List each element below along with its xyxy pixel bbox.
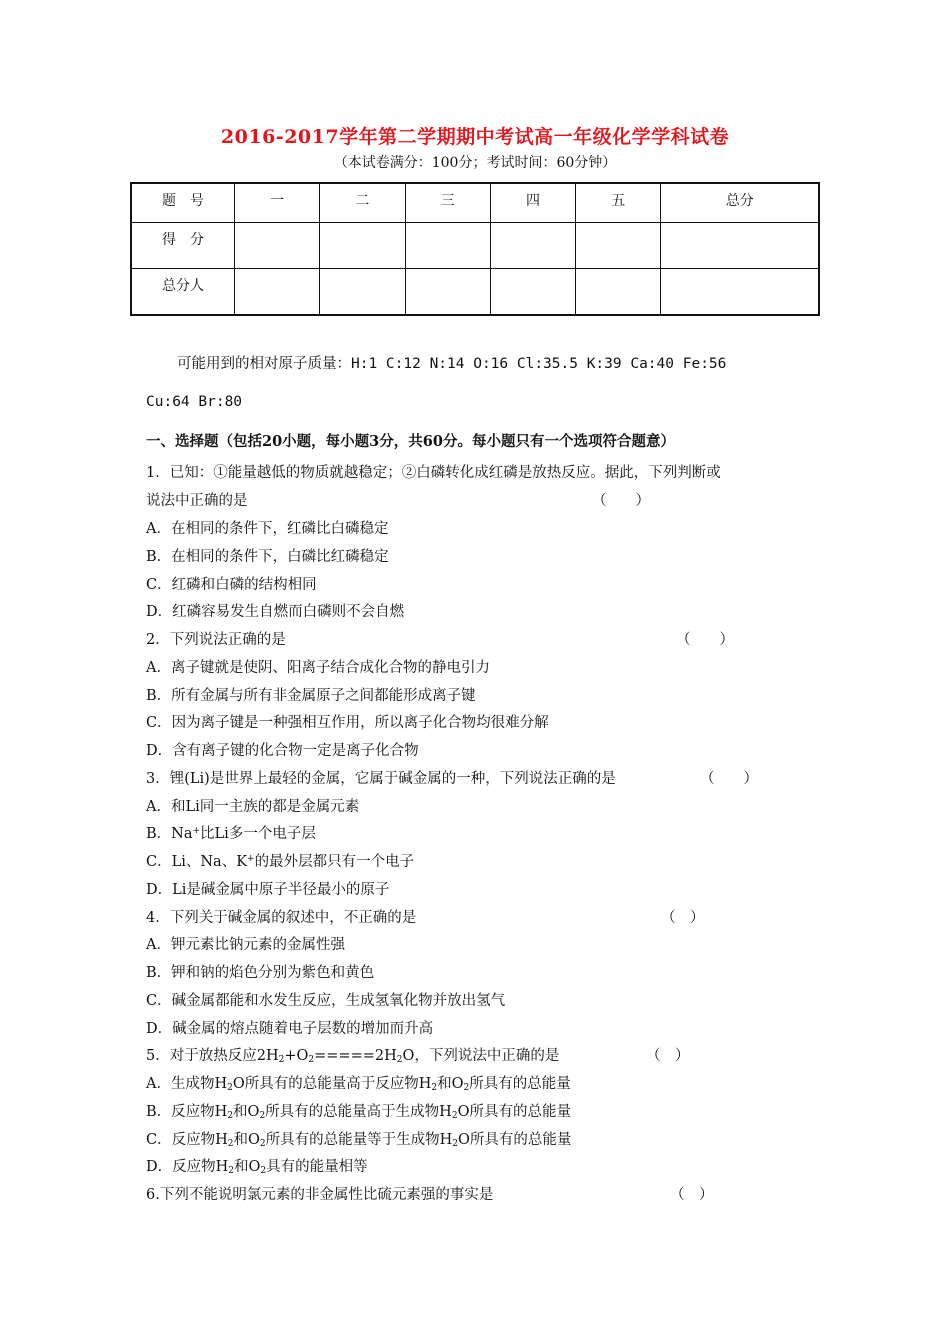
option-d: D．碱金属的熔点随着电子层数的增加而升高 — [146, 1021, 434, 1037]
question-stem: 5．对于放热反应$2H_2+O_2=====2H_2O$，下列说法中正确的是 — [146, 1048, 560, 1065]
option-b: B．在相同的条件下，白磷比红磷稳定 — [146, 549, 389, 565]
score-col-header: 二 — [320, 183, 405, 223]
exam-title: 2016-2017学年第二学期期中考试高一年级化学学科试卷 — [220, 126, 730, 148]
score-cell[interactable] — [320, 269, 405, 316]
option-a: A．钾元素比钠元素的金属性强 — [146, 937, 345, 953]
atomic-mass-line: Cu:64 Br:80 — [146, 394, 243, 410]
option-a: A．和Li同一主族的都是金属元素 — [146, 799, 360, 815]
answer-blank[interactable]: （ ） — [661, 910, 705, 926]
question-stem: 6.下列不能说明氯元素的非金属性比硫元素强的事实是 — [146, 1187, 494, 1203]
answer-blank[interactable]: （ ） — [700, 771, 758, 787]
score-table-row — [131, 183, 819, 223]
option-a: A．生成物$H_2O$所具有的总能量高于反应物$H_2$和$O_2$所具有的总能量 — [146, 1076, 571, 1093]
score-col-header: 三 — [405, 183, 490, 223]
score-col-header: 四 — [490, 183, 575, 223]
score-cell[interactable] — [235, 223, 320, 269]
score-cell[interactable] — [405, 269, 490, 316]
option-c: C．碱金属都能和水发生反应，生成氢氧化物并放出氢气 — [146, 993, 506, 1009]
score-table-row — [131, 223, 819, 269]
score-col-header: 五 — [576, 183, 661, 223]
option-b: B．Na+比Li多一个电子层 — [146, 826, 316, 842]
question-stem: 3．锂(Li)是世界上最轻的金属，它属于碱金属的一种，下列说法正确的是 — [146, 771, 616, 787]
score-col-header: 一 — [235, 183, 320, 223]
option-c: C．红磷和白磷的结构相同 — [146, 577, 317, 593]
score-col-header: 总分 — [661, 183, 819, 223]
score-table-row — [131, 269, 819, 316]
score-cell[interactable] — [490, 223, 575, 269]
section-heading: 一、选择题（包括20小题，每小题3分，共60分。每小题只有一个选项符合题意） — [146, 433, 675, 450]
option-c: C．反应物$H_2$和$O_2$所具有的总能量等于生成物$H_2O$所具有的总能量 — [146, 1132, 572, 1149]
option-d: D．反应物$H_2$和$O_2$具有的能量相等 — [146, 1159, 368, 1176]
exam-subtitle: （本试卷满分：100分；考试时间：60分钟） — [333, 155, 617, 171]
answer-blank[interactable]: （ ） — [670, 1187, 714, 1203]
score-cell[interactable] — [576, 269, 661, 316]
answer-blank[interactable]: （ ） — [676, 632, 734, 648]
score-row-header: 总分人 — [131, 269, 235, 316]
score-row-header: 题 号 — [131, 183, 235, 223]
option-c: C．Li、Na、K+的最外层都只有一个电子 — [146, 854, 415, 870]
question-stem: 1．已知：①能量越低的物质就越稳定；②白磷转化成红磷是放热反应。据此，下列判断或 — [146, 465, 721, 481]
option-b: B．所有金属与所有非金属原子之间都能形成离子键 — [146, 688, 476, 704]
score-row-header: 得 分 — [131, 223, 235, 269]
question-stem: 说法中正确的是 — [146, 493, 248, 509]
question-stem: 4．下列关于碱金属的叙述中，不正确的是 — [146, 910, 417, 926]
atomic-mass-line: 可能用到的相对原子质量：H:1 C:12 N:14 O:16 Cl:35.5 K:39 Ca:40 Fe:56 — [177, 356, 727, 372]
score-cell[interactable] — [490, 269, 575, 316]
score-cell[interactable] — [405, 223, 490, 269]
option-a: A．离子键就是使阴、阳离子结合成化合物的静电引力 — [146, 660, 490, 676]
option-b: B．反应物$H_2$和$O_2$所具有的总能量高于生成物$H_2O$所具有的总能量 — [146, 1104, 571, 1121]
score-cell[interactable] — [235, 269, 320, 316]
score-cell[interactable] — [661, 269, 819, 316]
question-stem: 2．下列说法正确的是 — [146, 632, 286, 648]
option-d: D．Li是碱金属中原子半径最小的原子 — [146, 882, 390, 898]
option-d: D．含有离子键的化合物一定是离子化合物 — [146, 743, 419, 759]
score-cell[interactable] — [320, 223, 405, 269]
option-c: C．因为离子键是一种强相互作用，所以离子化合物均很难分解 — [146, 715, 549, 731]
score-cell[interactable] — [661, 223, 819, 269]
answer-blank[interactable]: （ ） — [646, 1048, 690, 1064]
answer-blank[interactable]: （ ） — [592, 493, 650, 509]
score-table — [130, 182, 820, 316]
option-a: A．在相同的条件下，红磷比白磷稳定 — [146, 521, 389, 537]
score-cell[interactable] — [576, 223, 661, 269]
option-d: D．红磷容易发生自燃而白磷则不会自燃 — [146, 604, 405, 620]
option-b: B．钾和钠的焰色分别为紫色和黄色 — [146, 965, 375, 981]
